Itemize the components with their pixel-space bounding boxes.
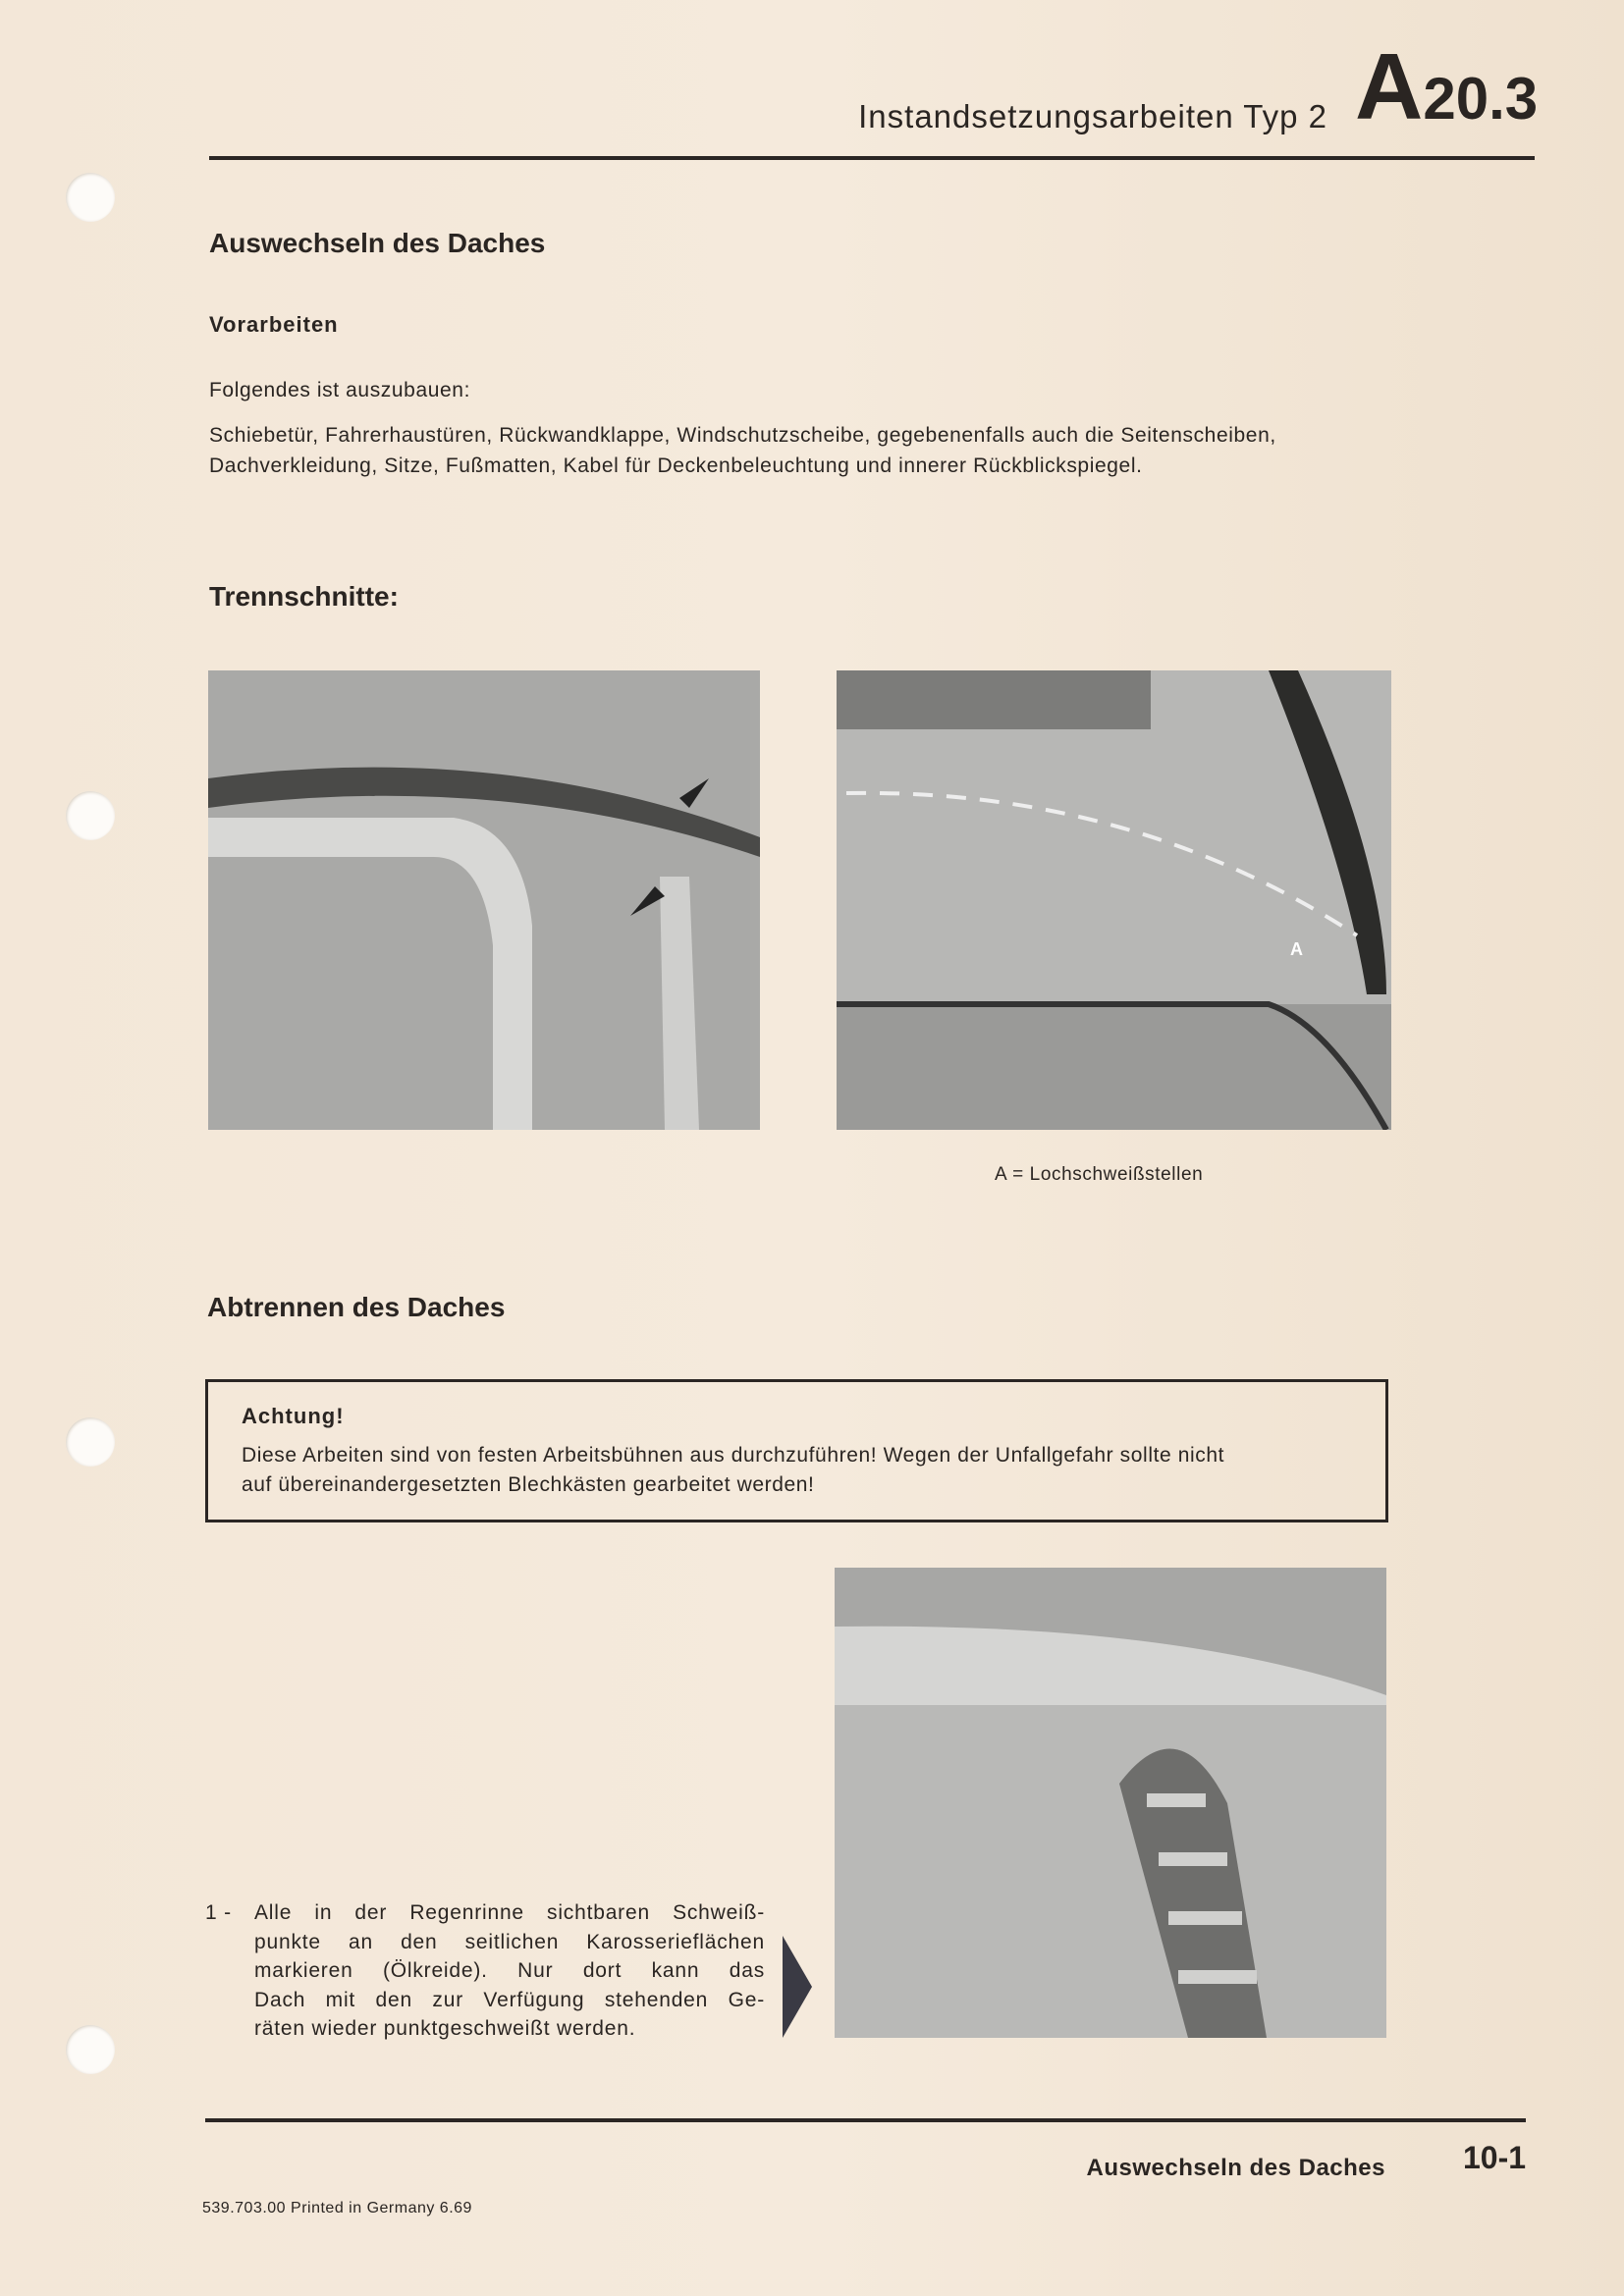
photo-cut-rear (837, 670, 1391, 1130)
footer-rule (205, 2118, 1526, 2122)
step-line: räten wieder punktgeschweißt werden. (254, 2017, 636, 2040)
step-line: markieren (Ölkreide). Nur dort kann das (254, 1959, 765, 1982)
prep-line: Schiebetür, Fahrerhaustüren, Rückwandklappe, Windschutzscheibe, gegebenenfalls auch die Seitenscheiben, (209, 424, 1276, 447)
footer-section: Auswechseln des Daches (1086, 2155, 1385, 2181)
punch-hole (66, 791, 115, 840)
cuts-heading: Trennschnitte: (209, 581, 399, 612)
step-line: Dach mit den zur Verfügung stehenden Ge- (254, 1988, 765, 2011)
code-number: 20.3 (1423, 66, 1539, 132)
punch-hole (66, 173, 115, 222)
step-1 (205, 1898, 765, 2044)
photo-caption: A = Lochschweißstellen (995, 1164, 1204, 1185)
header-rule (209, 156, 1535, 160)
warning-title: Achtung! (242, 1404, 345, 1428)
photo-label-a: A (1290, 939, 1303, 959)
prep-line: Dachverkleidung, Sitze, Fußmatten, Kabel für Deckenbeleuchtung und innerer Rückblickspiegel. (209, 454, 1143, 477)
warning-line: auf übereinandergesetzten Blechkästen gearbeitet werden! (242, 1473, 815, 1496)
step-line: Alle in der Regenrinne sichtbaren Schweiß- (254, 1901, 765, 1924)
photo-cut-front (208, 670, 760, 1130)
warning-box (205, 1379, 1388, 1522)
punch-hole (66, 1417, 115, 1467)
warning-line: Diese Arbeiten sind von festen Arbeitsbühnen aus durchzuführen! Wegen der Unfallgefahr sollte nicht (242, 1444, 1225, 1467)
page-title: Auswechseln des Daches (209, 228, 546, 258)
prep-heading: Vorarbeiten (209, 312, 339, 337)
removal-heading: Abtrennen des Daches (207, 1292, 506, 1322)
page-number: 10-1 (1463, 2140, 1527, 2175)
step-number: 1 - (205, 1901, 232, 1924)
punch-hole (66, 2025, 115, 2074)
arrow-right-icon (781, 1936, 814, 2038)
section-code (1355, 33, 1538, 153)
print-info: 539.703.00 Printed in Germany 6.69 (202, 2200, 472, 2216)
step-line: punkte an den seitlichen Karosserieflächen (254, 1930, 765, 1953)
header-title: Instandsetzungsarbeiten Typ 2 (858, 98, 1327, 134)
prep-intro: Folgendes ist auszubauen: (209, 379, 471, 401)
photo-rain-gutter (835, 1568, 1386, 2038)
code-letter: A (1355, 34, 1424, 139)
